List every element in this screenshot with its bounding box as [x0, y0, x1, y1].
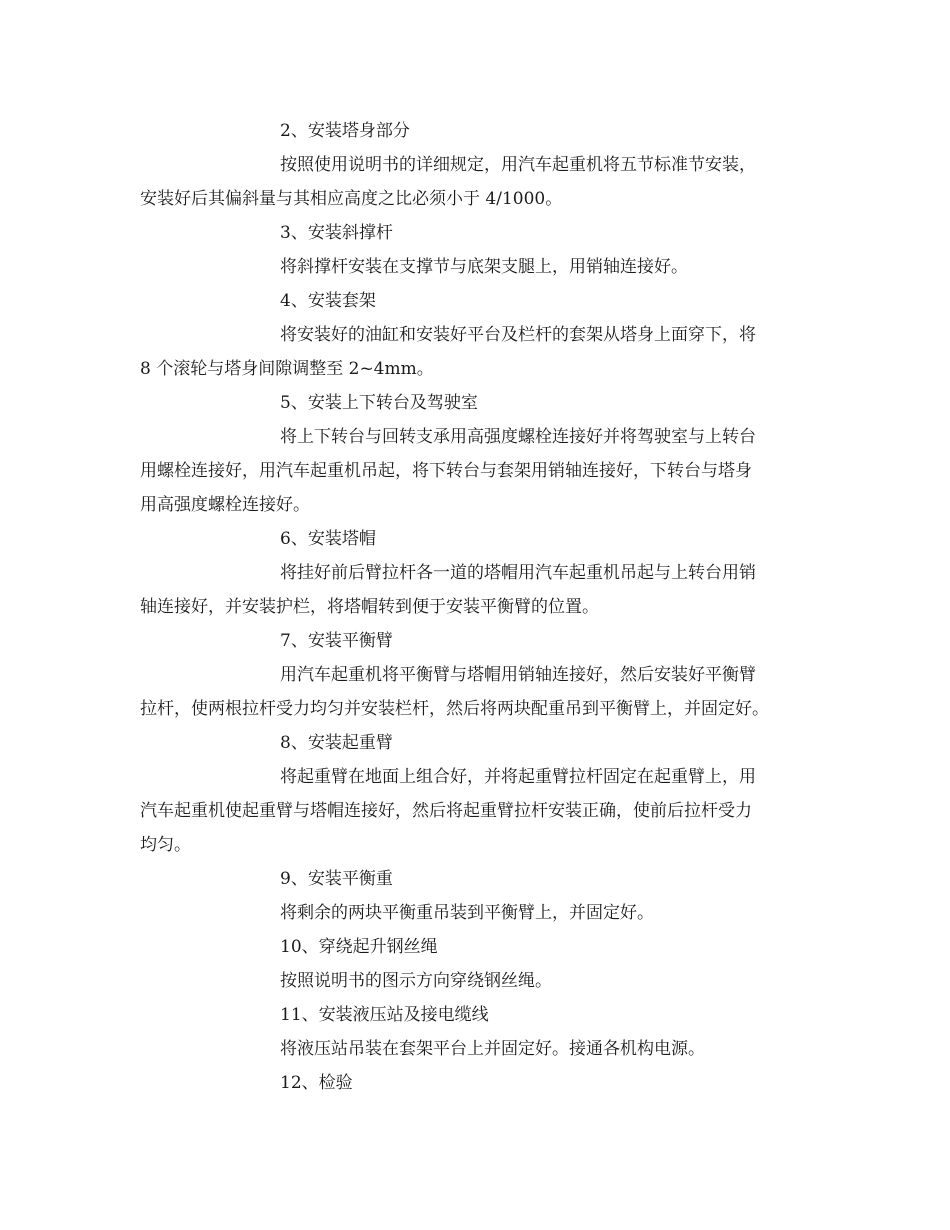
paragraph-first-line: 将安装好的油缸和安装好平台及栏杆的套架从塔身上面穿下，将 [280, 325, 756, 345]
paragraph-first-line: 将剩余的两块平衡重吊装到平衡臂上，并固定好。 [280, 903, 654, 923]
paragraph-first-line: 将斜撑杆安装在支撑节与底架支腿上，用销轴连接好。 [280, 257, 688, 277]
section-heading: 6、安装塔帽 [280, 529, 376, 549]
section-heading: 10、穿绕起升钢丝绳 [280, 937, 438, 957]
paragraph-first-line: 将起重臂在地面上组合好，并将起重臂拉杆固定在起重臂上，用 [280, 767, 756, 787]
document-body [140, 114, 820, 1100]
section-heading: 9、安装平衡重 [280, 869, 393, 889]
paragraph-line: 用螺栓连接好，用汽车起重机吊起，将下转台与套架用销轴连接好，下转台与塔身 [140, 461, 752, 481]
section-heading: 12、检验 [280, 1073, 353, 1093]
paragraph-line: 汽车起重机使起重臂与塔帽连接好，然后将起重臂拉杆安装正确，使前后拉杆受力 [140, 801, 752, 821]
section-heading: 2、安装塔身部分 [280, 121, 410, 141]
paragraph-line: 拉杆，使两根拉杆受力均匀并安装栏杆，然后将两块配重吊到平衡臂上，并固定好。 [140, 699, 769, 719]
paragraph-line: 轴连接好，并安装护栏，将塔帽转到便于安装平衡臂的位置。 [140, 597, 599, 617]
paragraph-first-line: 将液压站吊装在套架平台上并固定好。接通各机构电源。 [280, 1039, 705, 1059]
paragraph-first-line: 按照使用说明书的详细规定，用汽车起重机将五节标准节安装， [280, 155, 756, 175]
paragraph-line: 安装好后其偏斜量与其相应高度之比必须小于 4/1000。 [140, 189, 563, 209]
paragraph-line: 均匀。 [140, 835, 191, 855]
section-heading: 11、安装液压站及接电缆线 [280, 1005, 489, 1025]
section-heading: 8、安装起重臂 [280, 733, 393, 753]
section-heading: 7、安装平衡臂 [280, 631, 393, 651]
paragraph-first-line: 用汽车起重机将平衡臂与塔帽用销轴连接好，然后安装好平衡臂 [280, 665, 756, 685]
paragraph-line: 8 个滚轮与塔身间隙调整至 2~4mm。 [140, 359, 434, 379]
paragraph-first-line: 按照说明书的图示方向穿绕钢丝绳。 [280, 971, 552, 991]
paragraph-first-line: 将挂好前后臂拉杆各一道的塔帽用汽车起重机吊起与上转台用销 [280, 563, 756, 583]
section-heading: 3、安装斜撑杆 [280, 223, 393, 243]
section-heading: 5、安装上下转台及驾驶室 [280, 393, 478, 413]
paragraph-line: 用高强度螺栓连接好。 [140, 495, 310, 515]
section-heading: 4、安装套架 [280, 291, 376, 311]
paragraph-first-line: 将上下转台与回转支承用高强度螺栓连接好并将驾驶室与上转台 [280, 427, 756, 447]
